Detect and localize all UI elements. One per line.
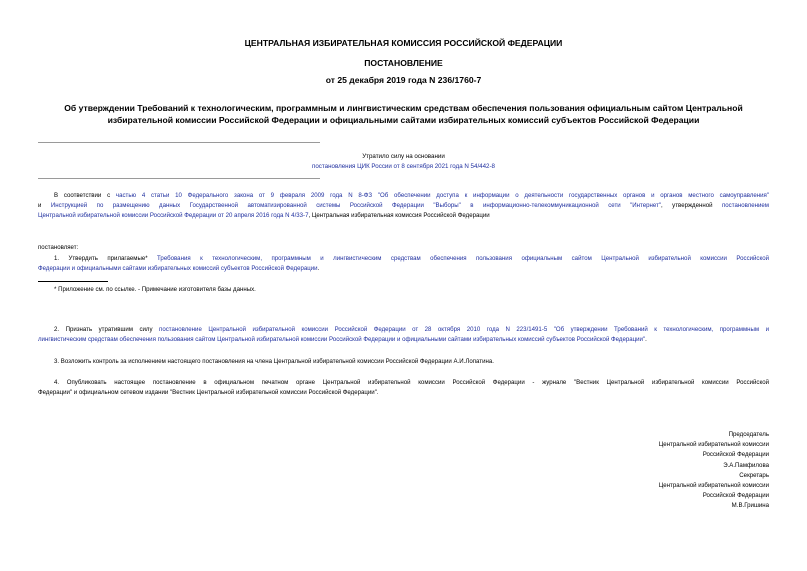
item-2-paragraph — [38, 325, 769, 345]
chair-title: Председатель — [728, 431, 769, 438]
chair-name: Э.А.Памфилова — [723, 461, 769, 469]
lapsed-notice-link[interactable]: постановления ЦИК России от 8 сентября 2021 года N 54/442-8 — [312, 163, 495, 170]
preamble-paragraph — [38, 191, 769, 221]
secretary-org-line-2: Российской Федерации — [702, 492, 769, 500]
federal-law-link[interactable]: частью 4 статьи 10 Федерального закона от 9 февраля 2009 года N 8-ФЗ "Об обеспечении доступа к информации о деятельности государственных органов и органов местного самоуправления" — [115, 192, 770, 199]
resolution-2010-link-part-2[interactable]: лингвистическим средствам обеспечения пользования сайтом Центральной избирательной комиссии Российской Федерации и официальными сайтами избирательных комиссий субъектов Российской Федерации" — [38, 336, 646, 343]
resolves-label: постановляет: — [38, 244, 79, 251]
item-2-text: 2. Признать утратившим силу — [54, 326, 160, 333]
instruction-link[interactable]: Инструкцией по размещению данных Государственной автоматизированной системы Российской Федерации "Выборы" в информационно-телекоммуникационной сети "Интернет" — [50, 202, 662, 209]
preamble-text-1: В соответствии с — [54, 192, 116, 199]
resolution-2010-link-part-1[interactable]: постановление Центральной избирательной комиссии Российской Федерации от 28 октября 2010 года N 223/1491-5 "Об утверждении Требований к технологическим, программным и — [159, 326, 769, 333]
separator-rule-bottom — [38, 178, 320, 179]
requirements-link-part-1[interactable]: Требования к технологическим, программным и лингвистическим средствам обеспечения пользования официальным сайтом Центральной избирательной комиссии Российской — [157, 255, 770, 262]
secretary-org-line-1: Центральной избирательной комиссии — [658, 482, 769, 490]
separator-rule-top — [38, 142, 320, 143]
preamble-text-4: , Центральная избирательная комиссия Российской Федерации — [308, 212, 490, 219]
item-4-paragraph — [38, 378, 769, 398]
chair-org-line-1: Центральной избирательной комиссии — [658, 441, 769, 449]
item-1-text: 1. Утвердить прилагаемые* — [54, 255, 158, 262]
resolution-2016-link-part-1[interactable]: постановлением — [721, 202, 769, 209]
preamble-text-2: и — [38, 202, 51, 209]
item-4-line-2: Федерации" и официальном сетевом издании "Вестник Центральной избирательной комиссии Российской Федерации". — [38, 389, 379, 396]
item-1-paragraph — [38, 254, 769, 274]
footnote-text: * Приложение см. по ссылке. - Примечание изготовителя базы данных. — [54, 286, 256, 293]
secretary-title: Секретарь — [739, 471, 769, 479]
item-4-line-1: 4. Опубликовать настоящее постановление в официальном печатном органе Центральной избирательной комиссии Российской Федерации - журнале "Вестник Центральной избирательной комиссии Российской — [54, 379, 769, 386]
document-type: ПОСТАНОВЛЕНИЕ — [364, 58, 443, 68]
footnote-rule — [38, 281, 108, 282]
requirements-link-part-2[interactable]: Федерации и официальными сайтами избирательных комиссий субъектов Российской Федерации — [38, 265, 318, 272]
item-2-end: . — [645, 336, 647, 343]
resolution-2016-link-part-2[interactable]: Центральной избирательной комиссии Российской Федерации от 20 апреля 2016 года N 4/33-7 — [38, 212, 309, 219]
document-title — [30, 103, 777, 126]
chair-org-line-2: Российской Федерации — [702, 451, 769, 459]
document-title-line-2: избирательной комиссии Российской Федерации и официальными сайтами избирательных комиссий субъектов Российской Федерации — [107, 114, 700, 125]
preamble-text-3: , утвержденной — [661, 202, 722, 209]
secretary-name: М.В.Гришина — [731, 502, 769, 510]
lapsed-notice — [200, 152, 607, 172]
signature-block — [569, 430, 769, 512]
document-title-line-1: Об утверждении Требований к технологическим, программным и лингвистическим средствам обеспечения пользования официальным сайтом Центральной — [64, 103, 743, 113]
item-3-paragraph: 3. Возложить контроль за исполнением настоящего постановления на члена Центральной избирательной комиссии Российской Федерации А.И.Лопатина. — [54, 358, 494, 365]
item-1-end: . — [317, 265, 320, 272]
commission-name: ЦЕНТРАЛЬНАЯ ИЗБИРАТЕЛЬНАЯ КОМИССИЯ РОССИЙСКОЙ ФЕДЕРАЦИИ — [244, 38, 563, 48]
lapsed-notice-text: Утратило силу на основании — [362, 153, 445, 160]
document-date-number: от 25 декабря 2019 года N 236/1760-7 — [325, 75, 482, 85]
